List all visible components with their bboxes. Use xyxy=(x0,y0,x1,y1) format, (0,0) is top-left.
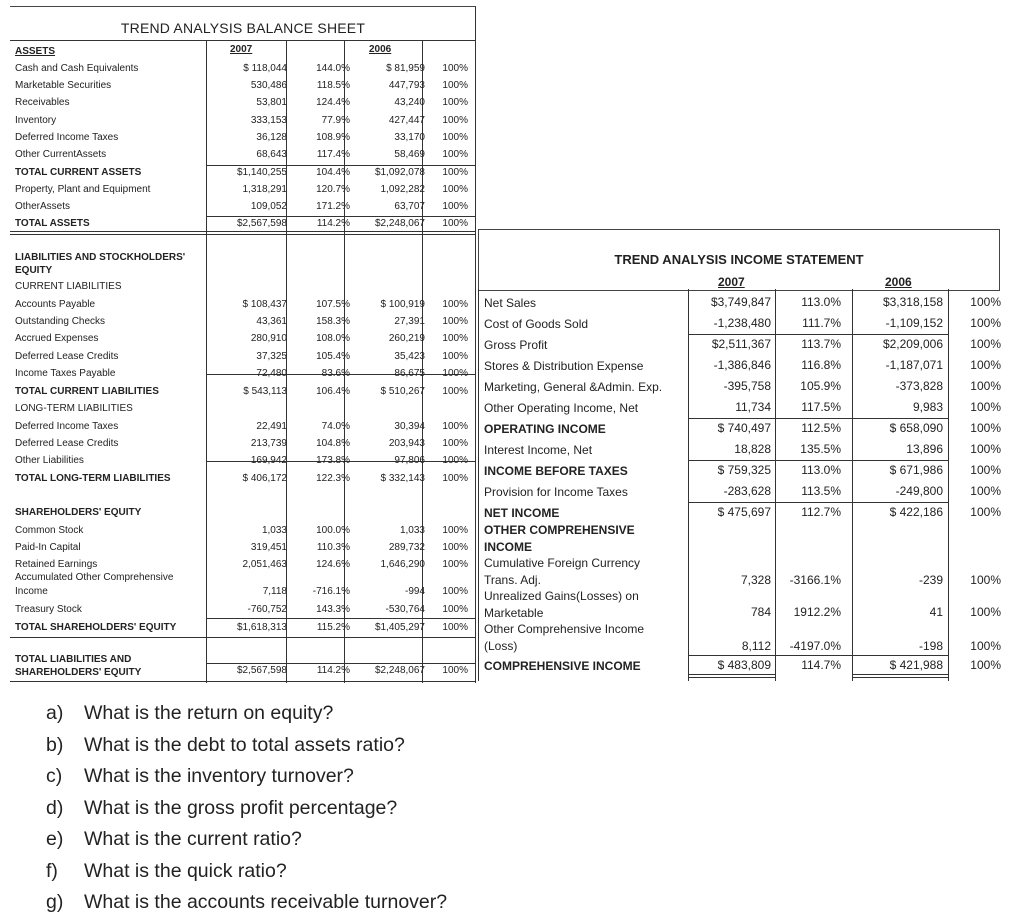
bs-current-liabilities-heading: CURRENT LIABILITIES xyxy=(15,281,122,292)
bs-long-term-liabilities-heading: LONG-TERM LIABILITIES xyxy=(15,403,133,414)
table-row: Other CurrentAssets 68,643 117.4% 58,469 100% xyxy=(15,149,468,160)
bs-year-2006-header: 2006 xyxy=(369,44,392,55)
table-row: Gross Profit $2,511,367 113.7% $2,209,006 100% xyxy=(484,337,1001,352)
table-row-total: TOTAL SHAREHOLDERS' EQUITY $1,618,313 115.2% $1,405,297 100% xyxy=(15,622,468,633)
table-row: Cash and Cash Equivalents $ 118,044 144.0% $ 81,959 100% xyxy=(15,63,468,74)
table-row: Inventory 333,153 77.9% 427,447 100% xyxy=(15,115,468,126)
table-row: Stores & Distribution Expense -1,386,846 116.8% -1,187,071 100% xyxy=(484,358,1001,373)
table-row: Other Liabilities 169,942 173.8% 97,806 100% xyxy=(15,455,468,466)
table-row-total: COMPREHENSIVE INCOME $ 483,809 114.7% $ 421,988 100% xyxy=(484,658,1001,673)
bs-liabilities-heading: LIABILITIES AND STOCKHOLDERS' xyxy=(15,252,186,263)
table-row: Common Stock 1,033 100.0% 1,033 100% xyxy=(15,525,468,536)
table-row: Provision for Income Taxes -283,628 113.5% -249,800 100% xyxy=(484,484,1001,499)
table-row: Deferred Income Taxes 22,491 74.0% 30,394 100% xyxy=(15,421,468,432)
table-row: Outstanding Checks 43,361 158.3% 27,391 100% xyxy=(15,316,468,327)
table-row-total: TOTAL LIABILITIES AND SHAREHOLDERS' EQUITY $2,567,598 114.2% $2,248,067 100% xyxy=(15,654,468,678)
income-statement-title: TREND ANALYSIS INCOME STATEMENT xyxy=(614,252,864,267)
list-item: b) What is the debt to total assets ratio? xyxy=(46,733,405,756)
is-year-2006-header: 2006 xyxy=(885,275,912,289)
table-row-total: INCOME BEFORE TAXES $ 759,325 113.0% $ 671,986 100% xyxy=(484,463,1001,478)
balance-sheet-table xyxy=(10,6,476,683)
bs-row-assets-heading: ASSETS xyxy=(15,46,56,57)
list-item: d) What is the gross profit percentage? xyxy=(46,796,398,819)
table-row: Unrealized Gains(Losses) on Marketable 784 1912.2% 41 100% xyxy=(484,589,1001,620)
table-row: Treasury Stock -760,752 143.3% -530,764 100% xyxy=(15,604,468,615)
bs-equity-heading: SHAREHOLDERS' EQUITY xyxy=(15,507,142,518)
balance-sheet-title: TREND ANALYSIS BALANCE SHEET xyxy=(120,20,366,36)
table-row: Deferred Lease Credits 37,325 105.4% 35,423 100% xyxy=(15,351,468,362)
list-item: g) What is the accounts receivable turnover? xyxy=(46,891,448,913)
list-item: f) What is the quick ratio? xyxy=(46,859,287,882)
bs-liabilities-heading-cont: EQUITY xyxy=(15,265,53,276)
income-statement-table xyxy=(478,229,1006,681)
table-row: OtherAssets 109,052 171.2% 63,707 100% xyxy=(15,201,468,212)
question-list xyxy=(46,702,447,923)
table-row: Accrued Expenses 280,910 108.0% 260,219 100% xyxy=(15,333,468,344)
is-year-2007-header: 2007 xyxy=(718,275,745,289)
table-row: Net Sales $3,749,847 113.0% $3,318,158 100% xyxy=(484,295,1001,310)
table-row-total: TOTAL CURRENT LIABILITIES $ 543,113 106.4% $ 510,267 100% xyxy=(15,386,468,397)
table-row: Accounts Payable $ 108,437 107.5% $ 100,919 100% xyxy=(15,299,468,310)
table-row-total: TOTAL CURRENT ASSETS $1,140,255 104.4% $1,092,078 100% xyxy=(15,167,468,178)
table-row: Income Taxes Payable 72,480 83.6% 86,675 100% xyxy=(15,368,468,379)
table-row: Paid-In Capital 319,451 110.3% 289,732 100% xyxy=(15,542,468,553)
table-row-total: OPERATING INCOME $ 740,497 112.5% $ 658,090 100% xyxy=(484,421,1001,436)
bs-year-2007-header: 2007 xyxy=(230,44,253,55)
table-row-total: NET INCOME $ 475,697 112.7% $ 422,186 100% xyxy=(484,505,1001,520)
table-row: Marketable Securities 530,486 118.5% 447,793 100% xyxy=(15,80,468,91)
bs-header-rule xyxy=(10,40,476,41)
table-row: Cumulative Foreign Currency Trans. Adj. 7,328 -3166.1% -239 100% xyxy=(484,556,1001,587)
table-row: Marketing, General &Admin. Exp. -395,758 105.9% -373,828 100% xyxy=(484,379,1001,394)
table-row: Property, Plant and Equipment 1,318,291 120.7% 1,092,282 100% xyxy=(15,184,468,195)
table-row-total: TOTAL LONG-TERM LIABILITIES $ 406,172 122.3% $ 332,143 100% xyxy=(15,473,468,484)
table-row: Deferred Lease Credits 213,739 104.8% 203,943 100% xyxy=(15,438,468,449)
table-row: Interest Income, Net 18,828 135.5% 13,896 100% xyxy=(484,442,1001,457)
table-row: Deferred Income Taxes 36,128 108.9% 33,170 100% xyxy=(15,132,468,143)
is-other-comprehensive-heading: OTHER COMPREHENSIVE INCOME xyxy=(484,523,635,554)
list-item: e) What is the current ratio? xyxy=(46,828,302,850)
is-total-rule xyxy=(688,655,948,656)
table-row: Retained Earnings 2,051,463 124.6% 1,646,290 100% xyxy=(15,559,468,570)
table-row: Receivables 53,801 124.4% 43,240 100% xyxy=(15,97,468,108)
list-item: c) What is the inventory turnover? xyxy=(46,765,354,787)
bs-section-rule xyxy=(10,234,476,235)
table-row: Accumulated Other Comprehensive Income 7,118 -716.1% -994 100% xyxy=(15,572,468,597)
table-row: Other Comprehensive Income (Loss) 8,112 -4197.0% -198 100% xyxy=(484,622,1001,653)
list-item: a) What is the return on equity? xyxy=(46,702,334,724)
table-row-total: TOTAL ASSETS $2,567,598 114.2% $2,248,067 100% xyxy=(15,218,468,229)
table-row: Other Operating Income, Net 11,734 117.5% 9,983 100% xyxy=(484,400,1001,415)
bs-section-rule xyxy=(10,637,476,638)
table-row: Cost of Goods Sold -1,238,480 111.7% -1,109,152 100% xyxy=(484,316,1001,331)
